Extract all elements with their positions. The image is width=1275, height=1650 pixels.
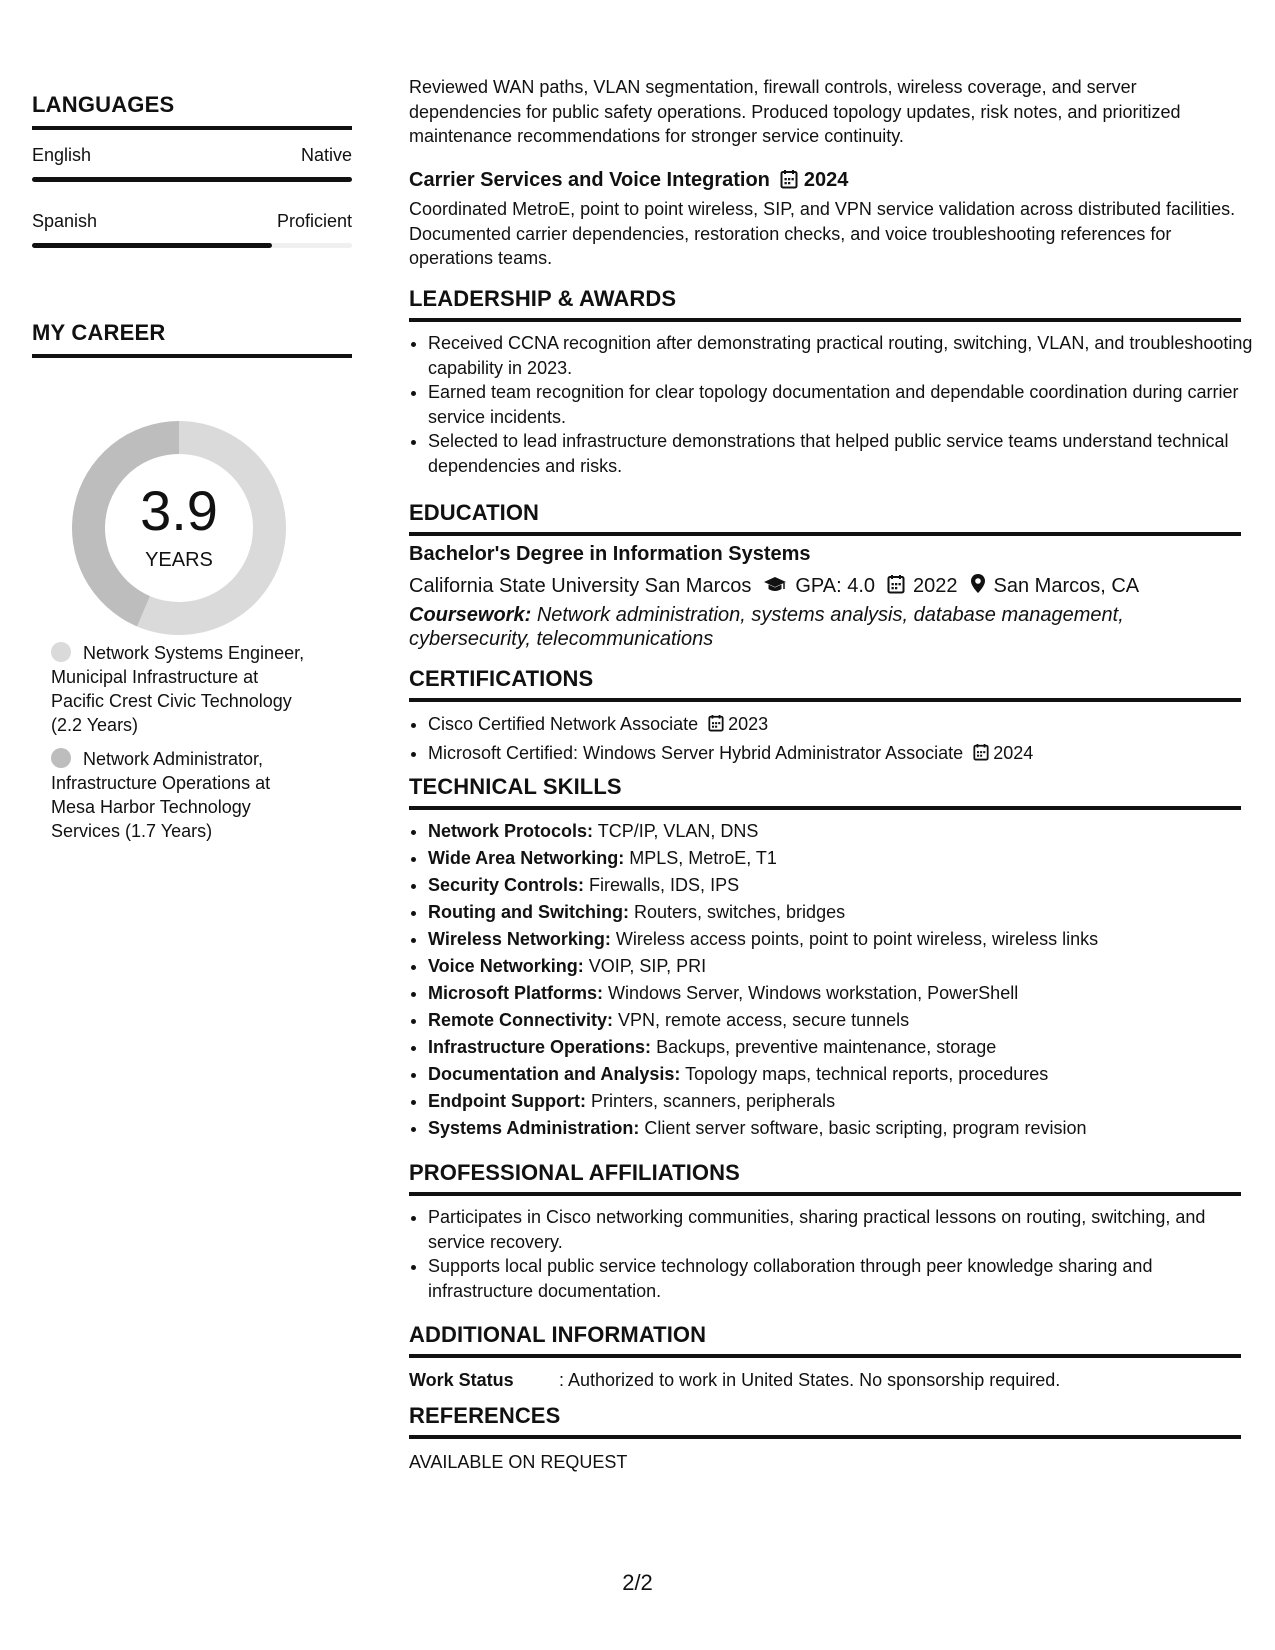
career-legend-text: Network Administrator, Infrastructure Operations at Mesa Harbor Technology Services (1.7 Years) bbox=[51, 749, 271, 841]
skill-value: Wireless access points, point to point wireless, wireless links bbox=[615, 929, 1099, 949]
skill-item bbox=[428, 953, 1260, 980]
skill-item bbox=[428, 926, 1260, 953]
leadership-heading: LEADERSHIP & AWARDS bbox=[409, 286, 1241, 322]
list-item bbox=[428, 711, 1260, 740]
skill-item bbox=[428, 899, 1260, 926]
skill-value: Client server software, basic scripting, program revision bbox=[644, 1118, 1087, 1138]
project-description: Coordinated MetroE, point to point wireless, SIP, and VPN service validation across distributed facilities. Documented carrier dependencies, restoration checks, and voice troubleshooting references for operations teams. bbox=[409, 199, 1236, 268]
career-total-unit: YEARS bbox=[145, 549, 213, 571]
education-meta bbox=[409, 573, 1139, 600]
project-year: 2024 bbox=[803, 169, 849, 191]
certifications-heading: CERTIFICATIONS bbox=[409, 666, 1241, 702]
skill-value: MPLS, MetroE, T1 bbox=[629, 848, 777, 868]
list-item: • Supports local public service technology collaboration through peer knowledge sharing and infrastructure documentation. bbox=[428, 1254, 1260, 1303]
cert-year: 2023 bbox=[728, 714, 769, 734]
cert-year: 2024 bbox=[993, 743, 1034, 763]
career-total-years: 3.9 bbox=[140, 479, 218, 542]
skill-item bbox=[428, 845, 1260, 872]
career-legend-dot bbox=[51, 642, 71, 662]
skill-label: Security Controls: bbox=[428, 875, 585, 895]
list-item: • Earned team recognition for clear topology documentation and dependable coordination during carrier service incidents. bbox=[428, 380, 1260, 429]
career-legend-item bbox=[51, 747, 316, 843]
skill-item bbox=[428, 980, 1260, 1007]
education-gpa: GPA: 4.0 bbox=[795, 575, 876, 597]
list-item: • Participates in Cisco networking communities, sharing practical lessons on routing, switching, and service recovery. bbox=[428, 1205, 1260, 1254]
skill-item bbox=[428, 1115, 1260, 1142]
skill-label: Microsoft Platforms: bbox=[428, 983, 604, 1003]
education-year: 2022 bbox=[913, 575, 958, 597]
language-proficiency-fill bbox=[32, 177, 352, 182]
graduation-cap-icon bbox=[763, 576, 787, 600]
language-level: Native bbox=[300, 145, 352, 165]
intro-paragraph: Reviewed WAN paths, VLAN segmentation, firewall controls, wireless coverage, and server dependencies for public safety operations. Produced topology updates, risk notes, and prioritized maintenance recommendations for stronger service continuity. bbox=[409, 77, 1181, 146]
list-item: • Selected to lead infrastructure demonstrations that helped public service teams understand technical dependencies and risks. bbox=[428, 429, 1260, 478]
list-item: • Received CCNA recognition after demonstrating practical routing, switching, VLAN, and troubleshooting capability in 2023. bbox=[428, 331, 1260, 380]
affiliations-heading: PROFESSIONAL AFFILIATIONS bbox=[409, 1160, 1241, 1196]
language-name: Spanish bbox=[32, 211, 98, 231]
leadership-list bbox=[409, 331, 1260, 478]
skill-value: Windows Server, Windows workstation, PowerShell bbox=[608, 983, 1019, 1003]
skill-value: TCP/IP, VLAN, DNS bbox=[597, 821, 759, 841]
calendar-icon bbox=[780, 169, 798, 195]
cert-name: Microsoft Certified: Windows Server Hybrid Administrator Associate bbox=[428, 743, 964, 763]
references-text: AVAILABLE ON REQUEST bbox=[409, 1452, 628, 1472]
project-title: Carrier Services and Voice Integration bbox=[409, 169, 770, 191]
skill-value: Firewalls, IDS, IPS bbox=[589, 875, 740, 895]
references-heading: REFERENCES bbox=[409, 1403, 1241, 1439]
cert-name: Cisco Certified Network Associate bbox=[428, 714, 699, 734]
skill-value: Printers, scanners, peripherals bbox=[590, 1091, 836, 1111]
calendar-icon bbox=[973, 742, 989, 769]
work-status-value: : Authorized to work in United States. No sponsorship required. bbox=[559, 1370, 1061, 1390]
project-title-row bbox=[409, 168, 848, 195]
work-status-row bbox=[409, 1370, 1060, 1391]
skill-label: Endpoint Support: bbox=[428, 1091, 586, 1111]
skill-label: Remote Connectivity: bbox=[428, 1010, 614, 1030]
education-school: California State University San Marcos bbox=[409, 575, 752, 597]
education-coursework bbox=[409, 603, 1241, 651]
language-proficiency-bar bbox=[32, 177, 352, 182]
skill-value: VPN, remote access, secure tunnels bbox=[618, 1010, 910, 1030]
calendar-icon bbox=[708, 713, 724, 740]
education-heading: EDUCATION bbox=[409, 500, 1241, 536]
certifications-list bbox=[409, 711, 1260, 769]
education-location: San Marcos, CA bbox=[993, 575, 1140, 597]
skill-label: Infrastructure Operations: bbox=[428, 1037, 652, 1057]
skill-item bbox=[428, 1034, 1260, 1061]
skill-item bbox=[428, 818, 1260, 845]
coursework-label: Coursework: bbox=[409, 604, 532, 626]
skills-heading: TECHNICAL SKILLS bbox=[409, 774, 1241, 810]
education-degree: Bachelor's Degree in Information Systems bbox=[409, 543, 811, 565]
page-number: 2/2 bbox=[622, 1570, 653, 1595]
skill-label: Wide Area Networking: bbox=[428, 848, 625, 868]
skill-label: Systems Administration: bbox=[428, 1118, 640, 1138]
list-item bbox=[428, 740, 1260, 769]
career-heading: MY CAREER bbox=[32, 320, 352, 358]
calendar-icon bbox=[887, 574, 905, 600]
skill-value: Routers, switches, bridges bbox=[634, 902, 846, 922]
skill-label: Network Protocols: bbox=[428, 821, 594, 841]
skill-label: Voice Networking: bbox=[428, 956, 584, 976]
skill-label: Routing and Switching: bbox=[428, 902, 629, 922]
career-legend-dot bbox=[51, 748, 71, 768]
language-proficiency-fill bbox=[32, 243, 272, 248]
career-donut-chart bbox=[66, 415, 292, 641]
language-name: English bbox=[32, 145, 92, 165]
coursework-text: Network administration, systems analysis, database management, cybersecurity, telecommunications bbox=[409, 604, 1124, 650]
skill-value: Backups, preventive maintenance, storage bbox=[656, 1037, 997, 1057]
skill-item bbox=[428, 1007, 1260, 1034]
skill-value: Topology maps, technical reports, procedures bbox=[685, 1064, 1049, 1084]
languages-heading: LANGUAGES bbox=[32, 92, 352, 130]
additional-heading: ADDITIONAL INFORMATION bbox=[409, 1322, 1241, 1358]
work-status-label: Work Status bbox=[409, 1370, 514, 1390]
location-pin-icon bbox=[970, 573, 986, 600]
skill-item bbox=[428, 1061, 1260, 1088]
skill-label: Wireless Networking: bbox=[428, 929, 611, 949]
affiliations-list bbox=[409, 1205, 1260, 1303]
skill-item bbox=[428, 872, 1260, 899]
career-legend-text: Network Systems Engineer, Municipal Infrastructure at Pacific Crest Civic Technology (2.2 Years) bbox=[51, 643, 305, 735]
language-level: Proficient bbox=[276, 211, 352, 231]
skills-list bbox=[409, 818, 1260, 1142]
skill-label: Documentation and Analysis: bbox=[428, 1064, 681, 1084]
skill-value: VOIP, SIP, PRI bbox=[588, 956, 707, 976]
skill-item bbox=[428, 1088, 1260, 1115]
language-proficiency-bar bbox=[32, 243, 352, 248]
career-legend-item bbox=[51, 641, 316, 737]
